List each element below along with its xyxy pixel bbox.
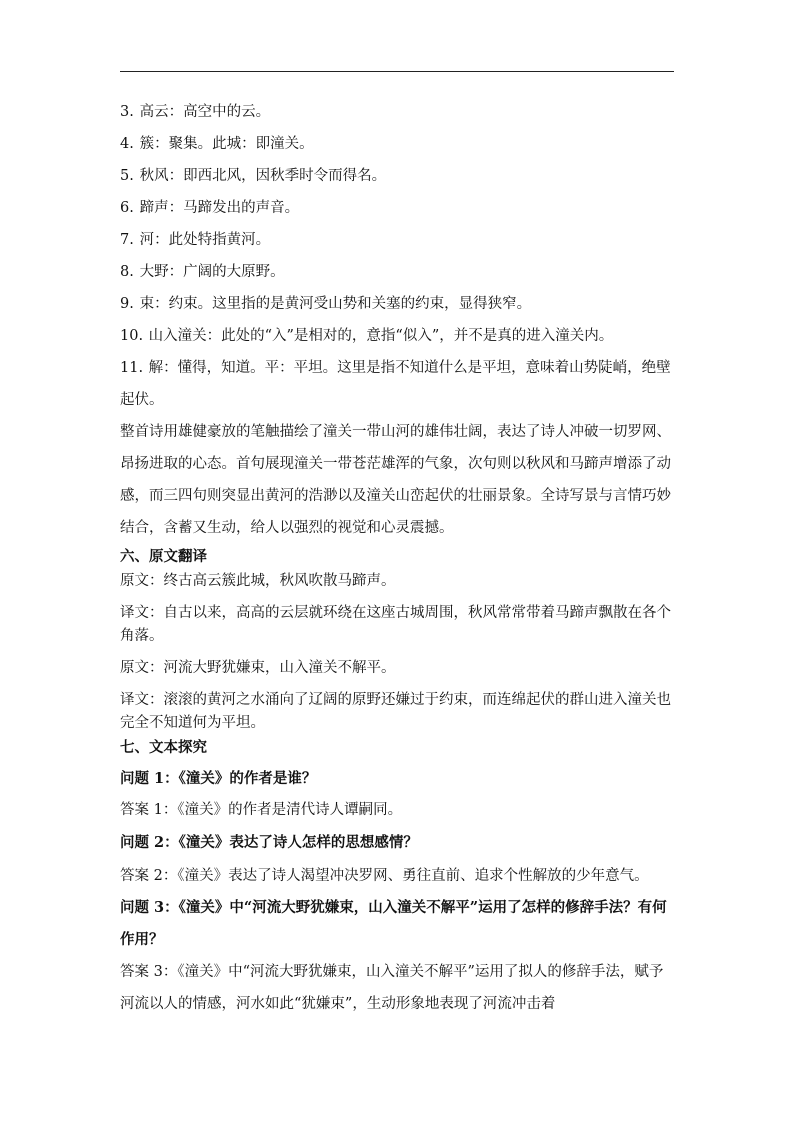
note-7: 7. 河：此处特指黄河。 (120, 232, 271, 248)
question-2: 问题 2：《潼关》表达了诗人怎样的思想感情？ (120, 834, 418, 851)
original-line-1: 原文：终古高云簇此城，秋风吹散马蹄声。 (120, 573, 396, 589)
translation-line-2: 译文：滚滚的黄河之水涌向了辽阔的原野还嫌过于约束，而连绵起伏的群山进入潼关也完全不知道何为平坦。 (120, 692, 671, 731)
section-6-heading: 六、原文翻译 (120, 548, 207, 565)
poem-summary: 整首诗用雄健豪放的笔触描绘了潼关一带山河的雄伟壮阔，表达了诗人冲破一切罗网、昂扬进取的心态。首句展现潼关一带苍茫雄浑的气象，次句则以秋风和马蹄声增添了动感，而三四句则突显出黄河的浩渺以及潼关山峦起伏的壮丽景象。全诗写景与言情巧妙结合，含蓄又生动，给人以强烈的视觉和心灵震撼。 (120, 424, 671, 536)
note-8: 8. 大野：广阔的大原野。 (120, 264, 285, 280)
answer-1: 答案 1：《潼关》的作者是清代诗人谭嗣同。 (120, 802, 403, 818)
note-5: 5. 秋风：即西北风，因秋季时令而得名。 (120, 168, 387, 184)
translation-line-1: 译文：自古以来，高高的云层就环绕在这座古城周围，秋风常常带着马蹄声飘散在各个角落。 (120, 605, 671, 644)
original-line-2: 原文：河流大野犹嫌束，山入潼关不解平。 (120, 660, 396, 676)
note-4: 4. 簇：聚集。此城：即潼关。 (120, 136, 314, 152)
note-9: 9. 束：约束。这里指的是黄河受山势和关塞的约束，显得狭窄。 (120, 296, 532, 312)
answer-2: 答案 2：《潼关》表达了诗人渴望冲决罗网、勇往直前、追求个性解放的少年意气。 (120, 868, 649, 884)
note-3: 3. 高云：高空中的云。 (120, 104, 271, 120)
section-7-heading: 七、文本探究 (120, 739, 207, 756)
answer-3: 答案 3：《潼关》中“河流大野犹嫌束，山入潼关不解平”运用了拟人的修辞手法，赋予河流以人的情感，河水如此“犹嫌束”，生动形象地表现了河流冲击着 (120, 964, 664, 1012)
note-10: 10. 山入潼关：此处的“入”是相对的，意指“似入”，并不是真的进入潼关内。 (120, 328, 614, 344)
note-6: 6. 蹄声：马蹄发出的声音。 (120, 200, 300, 216)
question-1: 问题 1：《潼关》的作者是谁？ (120, 770, 317, 787)
document-page (120, 96, 676, 1020)
note-11: 11. 解：懂得，知道。平：平坦。这里是指不知道什么是平坦，意味着山势陡峭，绝壁起伏。 (120, 360, 671, 408)
header-rule (120, 71, 674, 72)
question-3: 问题 3：《潼关》中“河流大野犹嫌束，山入潼关不解平”运用了怎样的修辞手法？有何作用？ (120, 899, 667, 948)
